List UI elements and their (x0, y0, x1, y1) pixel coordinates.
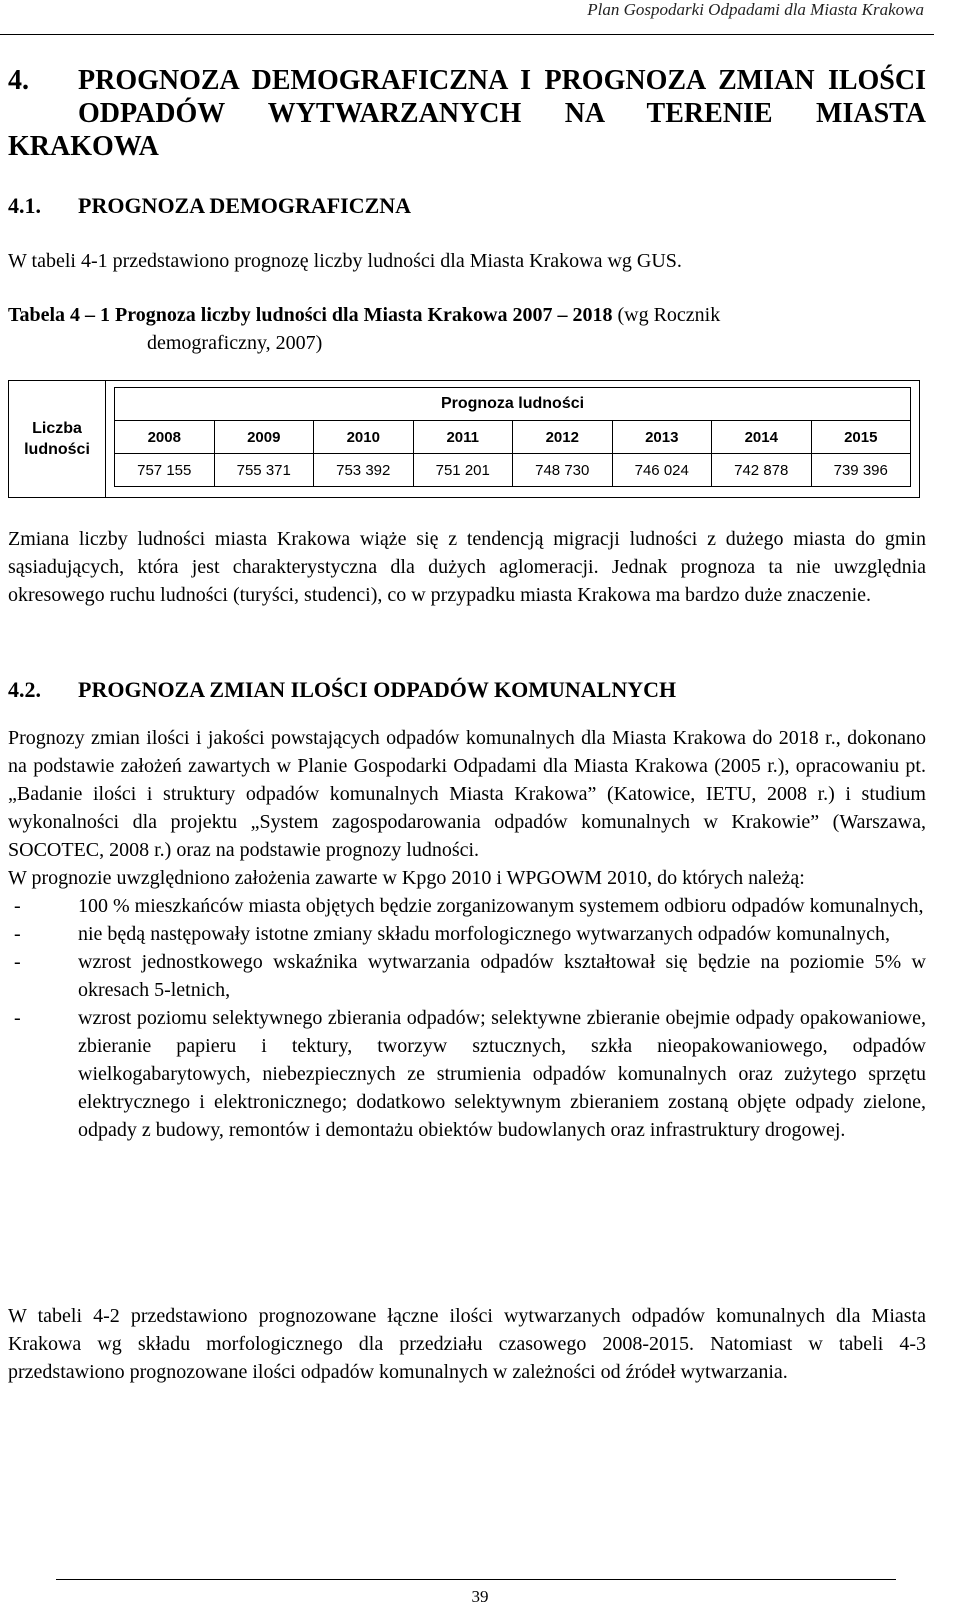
section-4-1-number: 4.1. (8, 193, 41, 218)
list-item: - wzrost poziomu selektywnego zbierania odpadów; selektywne zbieranie obejmie odpady opakowaniowe, zbieranie papieru i tektury, tworzyw sztucznych, szkła nieopakowaniowego, odpadów wielkogabarytowych, niebezpiecznych ze strumienia odpadów komunalnych oraz zużytego sprzętu elektrycznego i elektronicznego; dodatkowo selektywnym zbieraniem zostaną objęte odpady zielone, odpady z budowy, remontów i demontażu obiektów budowlanych oraz infrastruktury drogowej. (8, 1004, 926, 1144)
dash-bullet: - (14, 923, 21, 945)
table-caption-rest: (wg Rocznik (612, 304, 721, 326)
page-number: 39 (471, 1587, 489, 1606)
row-label-liczba-ludnosci: Liczba ludności (9, 381, 106, 498)
value-cell: 757 155 (115, 454, 215, 487)
assumptions-list (8, 892, 926, 1144)
migration-paragraph: Zmiana liczby ludności miasta Krakowa wiąże się z tendencją migracji ludności z dużego miasta do gmin sąsiadujących, która jest charakterystyczna dla dużych aglomeracji. Jednak prognoza ta nie uwzględnia okresowego ruchu ludności (turyści, studenci), co w przypadku miasta Krakowa ma bardzo duże znaczenie. (8, 528, 926, 606)
header-rule (0, 34, 934, 35)
value-cell: 739 396 (811, 454, 911, 487)
section-4-1-intro: W tabeli 4-1 przedstawiono prognozę liczby ludności dla Miasta Krakowa wg GUS. (8, 250, 682, 272)
dash-bullet: - (14, 1007, 21, 1029)
section-4-2-title: PROGNOZA ZMIAN ILOŚCI ODPADÓW KOMUNALNYCH (78, 677, 677, 702)
year-cell: 2009 (214, 421, 314, 454)
year-cell: 2012 (513, 421, 613, 454)
value-row (115, 454, 911, 487)
year-cell: 2011 (413, 421, 513, 454)
table-caption-bold: Tabela 4 – 1 Prognoza liczby ludności dla Miasta Krakowa 2007 – 2018 (8, 304, 613, 326)
year-row (115, 421, 911, 454)
section-4-2-number: 4.2. (8, 677, 41, 702)
section-4-2-body (8, 724, 926, 1144)
assumptions-intro: W prognozie uwzględniono założenia zawarte w Kpgo 2010 i WPGOWM 2010, do których należą: (8, 867, 805, 889)
value-cell: 742 878 (712, 454, 812, 487)
value-cell: 746 024 (612, 454, 712, 487)
population-forecast-grid (114, 387, 911, 487)
year-cell: 2008 (115, 421, 215, 454)
forecast-basis-paragraph: Prognozy zmian ilości i jakości powstających odpadów komunalnych dla Miasta Krakowa do 2018 r., dokonano na podstawie założeń zawartych w Planie Gospodarki Odpadami dla Miasta Krakowa (2005 r.), opracowaniu pt. „Badanie ilości i struktury odpadów komunalnych Miasta Krakowa” (Katowice, IETU, 2008 r.) i studium wykonalności dla projektu „System zagospodarowania odpadów komunalnych w Krakowie” (Warszawa, SOCOTEC, 2008 r.) oraz na podstawie prognozy ludności. (8, 727, 926, 861)
year-cell: 2014 (712, 421, 812, 454)
section-4-1-title: PROGNOZA DEMOGRAFICZNA (78, 193, 412, 218)
list-item: - 100 % mieszkańców miasta objętych będzie zorganizowanym systemem odbioru odpadów komunalnych, (8, 892, 926, 920)
dash-bullet: - (14, 951, 21, 973)
year-cell: 2013 (612, 421, 712, 454)
tables-reference-paragraph: W tabeli 4-2 przedstawiono prognozowane łączne ilości wytwarzanych odpadów komunalnych dla Miasta Krakowa wg składu morfologicznego dla przedziału czasowego 2008-2015. Natomiast w tabeli 4-3 przedstawiono prognozowane ilości odpadów komunalnych w zależności od źródeł wytwarzania. (8, 1305, 926, 1383)
section-4-title: PROGNOZA DEMOGRAFICZNA I PROGNOZA ZMIAN ILOŚCI ODPADÓW WYTWARZANYCH NA TERENIE MIASTA (78, 65, 926, 129)
forecast-header: Prognoza ludności (115, 388, 911, 421)
section-4-2-heading (8, 676, 676, 704)
list-item: - nie będą następowały istotne zmiany składu morfologicznego wytwarzanych odpadów komunalnych, (8, 920, 926, 948)
value-cell: 755 371 (214, 454, 314, 487)
running-header: Plan Gospodarki Odpadami dla Miasta Krakowa (587, 0, 924, 19)
value-cell: 751 201 (413, 454, 513, 487)
population-table (8, 380, 920, 498)
section-4-title-last: KRAKOWA (8, 131, 159, 162)
footer-rule (56, 1579, 896, 1580)
list-item: - wzrost jednostkowego wskaźnika wytwarzania odpadów kształtował się będzie na poziomie 5% w okresach 5-letnich, (8, 948, 926, 1004)
table-caption-line2: demograficzny, 2007) (147, 332, 323, 354)
section-4-number: 4. (8, 65, 29, 96)
value-cell: 753 392 (314, 454, 414, 487)
section-4-1-heading (8, 192, 411, 220)
section-4-heading (8, 64, 926, 163)
value-cell: 748 730 (513, 454, 613, 487)
year-cell: 2015 (811, 421, 911, 454)
table-4-1-caption (8, 301, 926, 357)
dash-bullet: - (14, 895, 21, 917)
year-cell: 2010 (314, 421, 414, 454)
